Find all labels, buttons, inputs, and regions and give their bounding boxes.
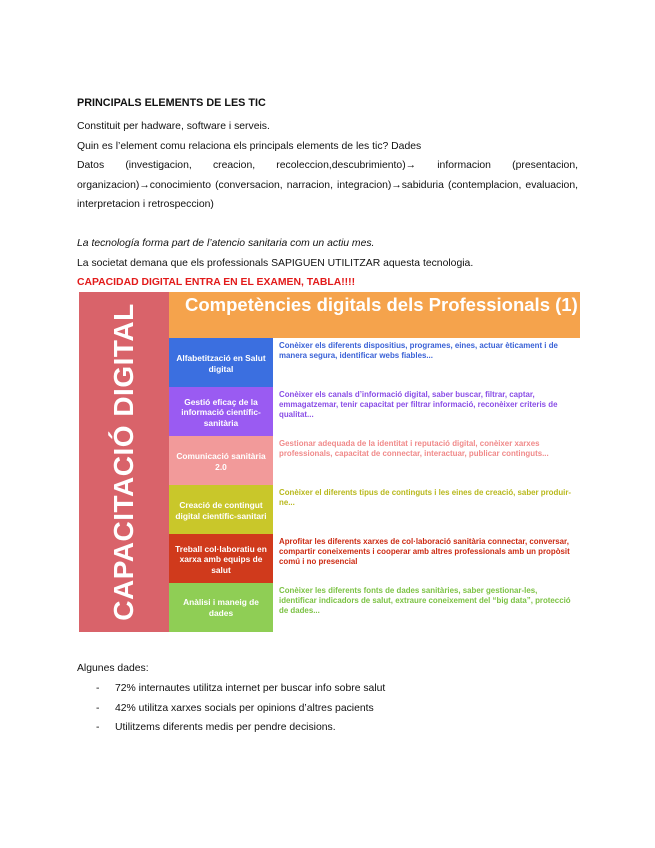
competence-row bbox=[169, 387, 580, 438]
competence-description: Conèixer els canals d’informació digital, saber buscar, filtrar, captar, emmagatzemar, tenir capacitat per filtrar informació, reconèixer criteris de qualitat... bbox=[279, 390, 558, 420]
exam-note: CAPACIDAD DIGITAL ENTRA EN EL EXAMEN, TABLA!!!! bbox=[77, 277, 356, 288]
competence-category: Anàlisi i maneig de dades bbox=[169, 583, 273, 632]
competence-description: Conèixer els diferents dispositius, programes, eines, actuar èticament i de manera segura, identificar webs fiables... bbox=[279, 341, 558, 361]
bullet-dash: - bbox=[96, 702, 100, 714]
paragraph-technology: La tecnología forma part de l’atencio sanitaria com un actiu mes. bbox=[77, 238, 375, 249]
section-heading: PRINCIPALS ELEMENTS DE LES TIC bbox=[77, 97, 266, 109]
competence-description: Aprofitar les diferents xarxes de col·laboració sanitària connectar, conversar, compartir coneixements i cooperar amb altres professionals amb un propòsit comú i no presencial bbox=[279, 537, 570, 567]
list-item-text: 72% internautes utilitza internet per buscar info sobre salut bbox=[115, 683, 386, 694]
paragraph-components: Constituit per hadware, software i serveis. bbox=[77, 121, 270, 132]
list-item bbox=[77, 718, 385, 738]
list-item bbox=[77, 679, 385, 699]
paragraph-data-chain: Datos (investigacion, creacion, recoleccion,descubrimiento)→ informacion (presentacion, organizacion)→conocimiento (conversacion, narracion, integracion)→sabiduria (contemplacion, evaluacion, interpretacion i retrospeccion) bbox=[77, 160, 578, 211]
list-item bbox=[77, 699, 385, 719]
some-data-list bbox=[77, 679, 385, 738]
digital-competences-infographic bbox=[79, 292, 580, 632]
competence-row bbox=[169, 485, 580, 536]
vertical-title: CAPACITACIÓ DIGITAL bbox=[108, 303, 139, 621]
competence-row bbox=[169, 534, 580, 585]
list-item-text: 42% utilitza xarxes socials per opinions d’altres pacients bbox=[115, 702, 374, 714]
bullet-dash: - bbox=[96, 722, 100, 734]
competence-category: Creació de contingut digital científic-sanitari bbox=[169, 485, 273, 536]
paragraph-question: Quin es l’element comu relaciona els principals elements de les tic? Dades bbox=[77, 141, 422, 152]
competence-category: Gestió eficaç de la informació científic-sanitària bbox=[169, 387, 273, 438]
infographic-title-band bbox=[169, 292, 580, 338]
competence-row bbox=[169, 583, 580, 632]
competence-category: Treball col·laboratiu en xarxa amb equips de salut bbox=[169, 534, 273, 585]
list-item-text: Utilitzems diferents medis per pendre decisions. bbox=[115, 722, 336, 734]
competence-row bbox=[169, 436, 580, 487]
competence-category: Comunicació sanitària 2.0 bbox=[169, 436, 273, 487]
competence-description: Conèixer el diferents tipus de continguts i les eines de creació, saber produir-ne... bbox=[279, 488, 572, 508]
paragraph-society: La societat demana que els professionals SAPIGUEN UTILITZAR aquesta tecnologia. bbox=[77, 258, 474, 269]
infographic-title: Competències digitals dels Professionals (1) bbox=[185, 294, 578, 315]
some-data-label: Algunes dades: bbox=[77, 663, 149, 674]
competence-description: Gestionar adequada de la identitat i reputació digital, conèixer xarxes professionals, capacitat de connectar, interactuar, publicar continguts... bbox=[279, 439, 549, 459]
competence-description: Conèixer les diferents fonts de dades sanitàries, saber gestionar-les, identificar indicadors de salut, extraure coneixement del “big data”, protecció de dades... bbox=[279, 586, 571, 616]
competence-category: Alfabetització en Salut digital bbox=[169, 338, 273, 389]
bullet-dash: - bbox=[96, 683, 100, 694]
competence-row bbox=[169, 338, 580, 389]
vertical-title-bar bbox=[79, 292, 169, 632]
